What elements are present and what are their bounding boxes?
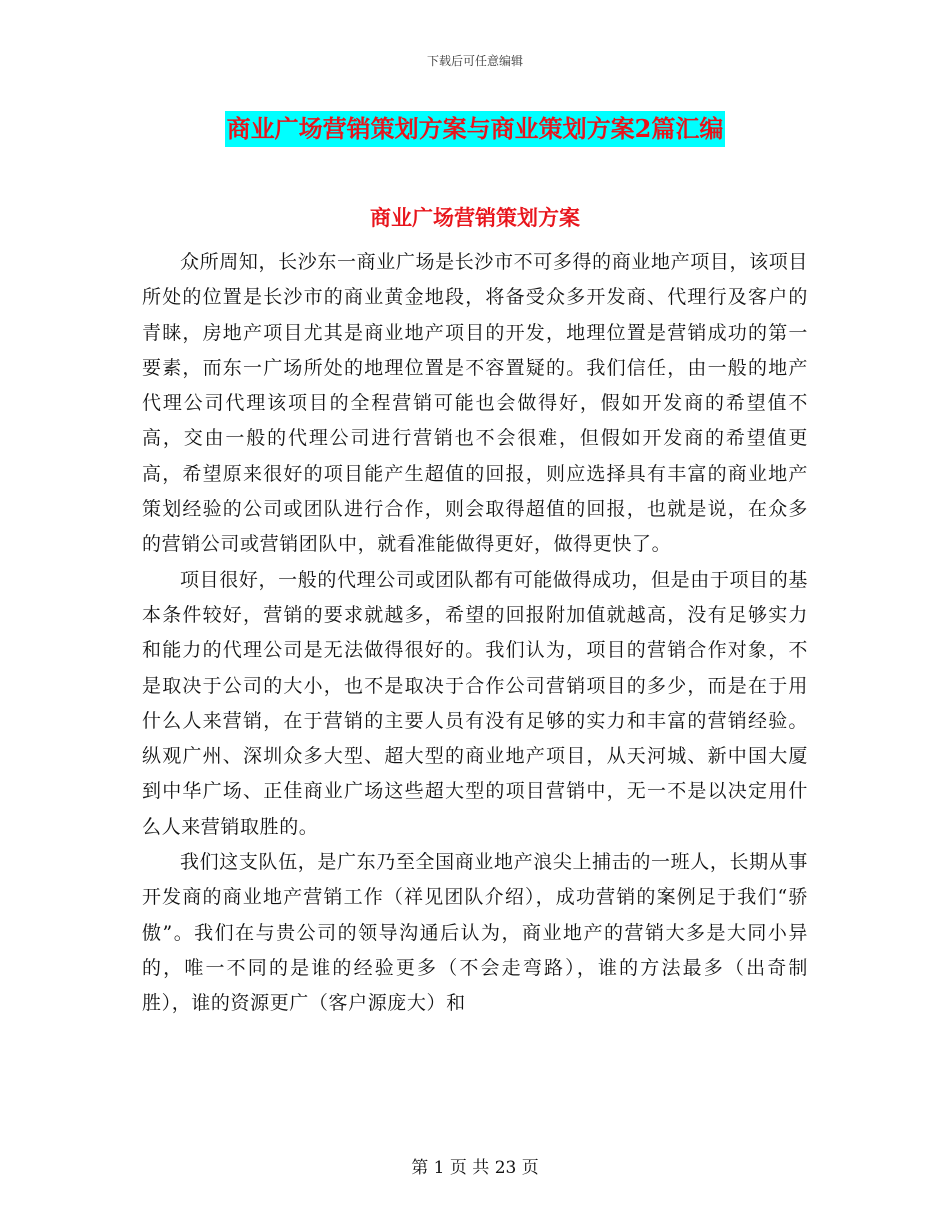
body-paragraph: 项目很好，一般的代理公司或团队都有可能做得成功，但是由于项目的基本条件较好，营销的要求就越多，希望的回报附加值就越高，没有足够实力和能力的代理公司是无法做得很好的。我们认为，项目的营销合作对象，不是取决于公司的大小，也不是取决于合作公司营销项目的多少，而是在于用什么人来营销，在于营销的主要人员有没有足够的实力和丰富的营销经验。纵观广州、深圳众多大型、超大型的商业地产项目，从天河城、新中国大厦到中华广场、正佳商业广场这些超大型的项目营销中，无一不是以决定用什么人来营销取胜的。 [142, 568, 808, 838]
page-footer [0, 1153, 950, 1178]
body-paragraph: 我们这支队伍，是广东乃至全国商业地产浪尖上捕击的一班人，长期从事开发商的商业地产营销工作（祥见团队介绍），成功营销的案例足于我们“骄傲”。我们在与贵公司的领导沟通后认为，商业地产的营销大多是大同小异的，唯一不同的是谁的经验更多（不会走弯路），谁的方法最多（出奇制胜），谁的资源更广（客户源庞大）和 [142, 851, 808, 1015]
section-title: 商业广场营销策划方案 [370, 205, 580, 230]
header-note: 下载后可任意编辑 [426, 54, 523, 68]
page-number-label: 第 1 页 共 23 页 [411, 1158, 539, 1178]
document-title-text: 商业广场营销策划方案与商业策划方案2篇汇编 [225, 111, 726, 147]
document-body [142, 245, 808, 1022]
document-title [0, 111, 950, 147]
body-paragraph: 众所周知，长沙东一商业广场是长沙市不可多得的商业地产项目，该项目所处的位置是长沙市的商业黄金地段，将备受众多开发商、代理行及客户的青睐，房地产项目尤其是商业地产项目的开发，地理位置是营销成功的第一要素，而东一广场所处的地理位置是不容置疑的。我们信任，由一般的地产代理公司代理该项目的全程营销可能也会做得好，假如开发商的希望值不高，交由一般的代理公司进行营销也不会很难，但假如开发商的希望值更高，希望原来很好的项目能产生超值的回报，则应选择具有丰富的商业地产策划经验的公司或团队进行合作，则会取得超值的回报，也就是说，在众多的营销公司或营销团队中，就看准能做得更好，做得更快了。 [142, 251, 808, 556]
